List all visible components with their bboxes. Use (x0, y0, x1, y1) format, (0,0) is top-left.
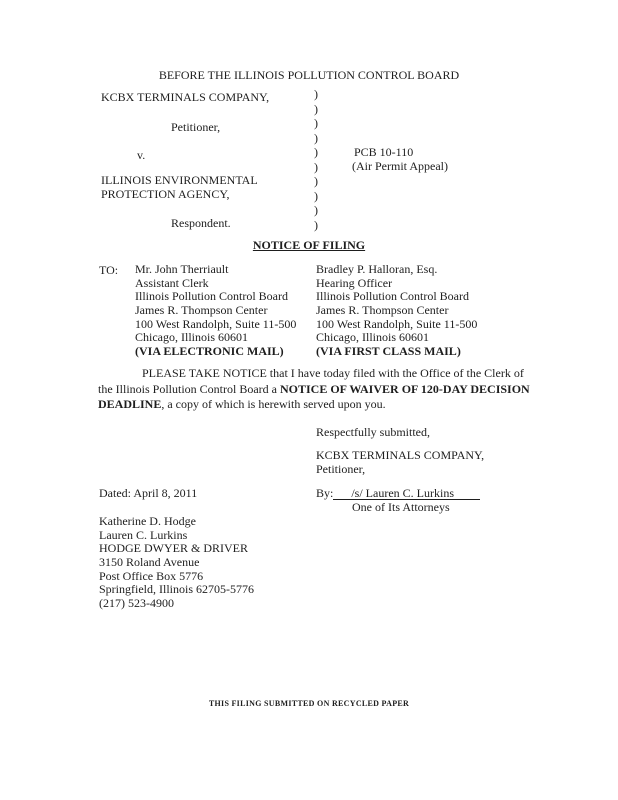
date-line: Dated: April 8, 2011 (99, 486, 198, 500)
closing: Respectfully submitted, (316, 425, 430, 439)
recycled-paper-footer: THIS FILING SUBMITTED ON RECYCLED PAPER (208, 699, 410, 708)
recipient-line: Illinois Pollution Control Board (316, 289, 470, 304)
delivery-method: (VIA FIRST CLASS MAIL) (316, 344, 461, 359)
paren: ) (314, 101, 318, 116)
paren: ) (314, 203, 318, 217)
signer-title: One of Its Attorneys (352, 500, 450, 514)
notice-heading: NOTICE OF FILING (252, 238, 366, 252)
recipient-block-hearing-officer (316, 263, 477, 359)
delivery-method: (VIA ELECTRONIC MAIL) (135, 344, 284, 359)
signature-company: KCBX TERMINALS COMPANY, (316, 448, 485, 462)
paren: ) (314, 145, 318, 159)
recipient-line: Assistant Clerk (135, 275, 209, 290)
notice-text: PLEASE TAKE NOTICE that I have today filed with the Office of the Clerk of the Illinois Pollution Control Board a (98, 366, 524, 396)
paren: ) (314, 188, 318, 203)
filed-document-title: NOTICE OF WAIVER OF 120-DAY DECISION DEADLINE (98, 381, 530, 411)
respondent-role: Respondent. (171, 216, 231, 230)
respondent-name-line1: ILLINOIS ENVIRONMENTAL (101, 173, 258, 187)
recipient-line: 100 West Randolph, Suite 11-500 (316, 316, 478, 331)
case-type: (Air Permit Appeal) (352, 159, 448, 173)
counsel-line: 3150 Roland Avenue (99, 555, 200, 570)
signature-role: Petitioner, (316, 462, 366, 476)
recipient-line: Chicago, Illinois 60601 (135, 330, 248, 345)
recipient-block-clerk (135, 263, 296, 359)
recipient-line: 100 West Randolph, Suite 11-500 (135, 316, 297, 331)
respondent-name-line2: PROTECTION AGENCY, (101, 187, 230, 201)
recipient-line: Illinois Pollution Control Board (135, 289, 289, 304)
caption-paren-column (314, 87, 324, 232)
counsel-block (99, 515, 254, 611)
counsel-line: Springfield, Illinois 62705-5776 (99, 582, 254, 597)
counsel-line: Post Office Box 5776 (99, 568, 204, 583)
page-title: BEFORE THE ILLINOIS POLLUTION CONTROL BOARD (158, 68, 460, 82)
counsel-line: HODGE DWYER & DRIVER (99, 541, 248, 556)
recipient-line: Hearing Officer (316, 275, 393, 290)
versus-label: v. (137, 148, 146, 162)
by-label: By: (316, 486, 334, 500)
case-number: PCB 10-110 (354, 145, 414, 159)
recipient-line: Mr. John Therriault (135, 262, 229, 276)
petitioner-role: Petitioner, (171, 120, 221, 134)
recipient-line: Chicago, Illinois 60601 (316, 330, 429, 345)
paren: ) (314, 130, 318, 145)
signer-name: /s/ Lauren C. Lurkins (351, 486, 454, 500)
paren: ) (314, 174, 318, 188)
paren: ) (314, 159, 318, 174)
notice-paragraph (98, 366, 538, 413)
notice-text-end: , a copy of which is herewith served upon you. (161, 397, 386, 411)
recipient-line: James R. Thompson Center (316, 303, 449, 318)
to-label: TO: (99, 263, 119, 277)
signature-underline (333, 487, 480, 500)
petitioner-name: KCBX TERMINALS COMPANY, (101, 90, 270, 104)
counsel-line: (217) 523-4900 (99, 596, 174, 611)
paren: ) (314, 87, 318, 101)
paren: ) (314, 217, 318, 232)
recipient-line: James R. Thompson Center (135, 303, 268, 318)
counsel-line: Lauren C. Lurkins (99, 527, 188, 542)
counsel-line: Katherine D. Hodge (99, 514, 196, 528)
paren: ) (314, 116, 318, 130)
recipient-line: Bradley P. Halloran, Esq. (316, 262, 438, 276)
signature-line (316, 486, 480, 500)
